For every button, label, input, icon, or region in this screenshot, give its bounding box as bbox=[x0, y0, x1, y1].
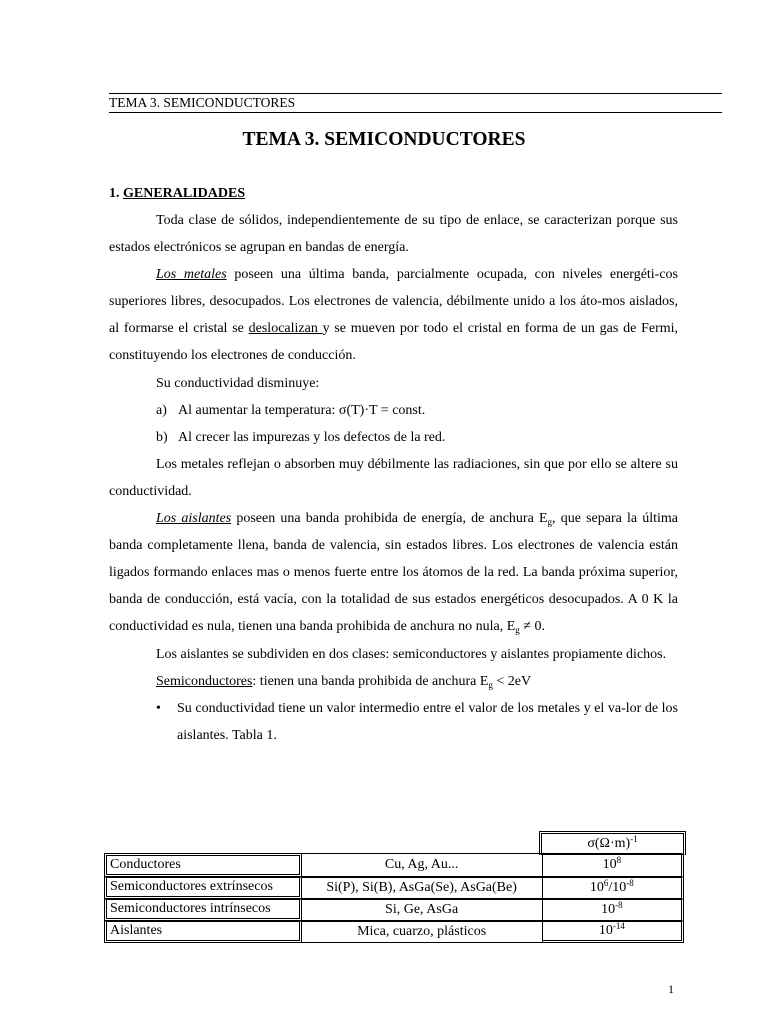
paragraph-semiconductores bbox=[109, 668, 678, 695]
conductivity-table-body bbox=[104, 853, 684, 943]
list-item-b-label: b) bbox=[156, 429, 168, 445]
term-metales: Los metales bbox=[156, 267, 227, 283]
section-heading bbox=[109, 184, 245, 204]
paragraph-aislantes-text-a: poseen una banda prohibida de energía, de anchura E bbox=[231, 511, 548, 527]
conductivity-exp: -14 bbox=[612, 921, 625, 931]
list-item-a-text: Al aumentar la temperatura: σ(T)·T = const. bbox=[178, 402, 426, 418]
table-cell-category: Aislantes bbox=[104, 921, 302, 943]
conductivity-base: 10 bbox=[601, 902, 616, 917]
conductivity-exp: -8 bbox=[615, 900, 623, 910]
section-number: 1. bbox=[109, 186, 120, 201]
term-semiconductores: Semiconductores bbox=[156, 673, 253, 689]
running-header-title: TEMA 3. SEMICONDUCTORES bbox=[109, 95, 296, 110]
table-cell-conductivity bbox=[543, 921, 684, 943]
table-row bbox=[104, 921, 684, 943]
table-cell-conductivity bbox=[543, 853, 684, 877]
list-item-b bbox=[109, 424, 678, 451]
paragraph-metales bbox=[109, 261, 678, 369]
paragraph-subdivision: Los aislantes se subdividen en dos clases: semiconductores y aislantes propiamente dichos. bbox=[156, 646, 667, 662]
conductivity-base: 10 bbox=[589, 880, 604, 895]
paragraph-metales-text-a: poseen una última banda, parcialmente ocupada, con niveles energéti-cos superiores libres, desocupados. Los electrones de valencia, débilmente unido a los áto-mos aislados, al formarse el cristal se bbox=[109, 267, 679, 337]
table-cell-conductivity bbox=[543, 899, 684, 921]
table-cell-conductivity bbox=[543, 877, 684, 899]
list-item-b-text: Al crecer las impurezas y los defectos de la red. bbox=[178, 429, 446, 445]
paragraph-semiconductores-text-b: < 2eV bbox=[492, 673, 532, 689]
sigma-header-exponent: -1 bbox=[630, 834, 638, 844]
paragraph-conductividad: Su conductividad disminuye: bbox=[156, 375, 320, 391]
table-row bbox=[104, 899, 684, 921]
sigma-column-header bbox=[539, 831, 686, 855]
paragraph-aislantes bbox=[109, 505, 678, 640]
paragraph-aislantes-text-c: ≠ 0. bbox=[519, 619, 545, 635]
table-cell-materials: Si, Ge, AsGa bbox=[302, 899, 543, 921]
conductivity-base2: /10 bbox=[608, 880, 627, 895]
table-cell-category: Semiconductores extrínsecos bbox=[104, 877, 302, 899]
bullet-item-text: Su conductividad tiene un valor intermedio entre el valor de los metales y el va-lor de los aislantes. Tabla 1. bbox=[177, 700, 678, 743]
running-header bbox=[109, 93, 722, 113]
table-cell-category: Conductores bbox=[104, 853, 302, 877]
list-item-a bbox=[109, 397, 678, 424]
bullet-item bbox=[109, 695, 678, 749]
table-row bbox=[104, 853, 684, 877]
table-cell-materials: Cu, Ag, Au... bbox=[302, 853, 543, 877]
paragraph-semiconductores-text-a: : tienen una banda prohibida de anchura E bbox=[252, 673, 489, 689]
sigma-header-text: σ(Ω·m) bbox=[587, 836, 631, 851]
paragraph-metales-text-b: y se mueven por todo el cristal en forma de un gas de Fermi, constituyendo los electrones de conducción. bbox=[109, 321, 679, 364]
page-number: 1 bbox=[668, 982, 674, 996]
bullet-icon: • bbox=[156, 700, 161, 716]
conductivity-exp: 6 bbox=[603, 878, 609, 888]
conductivity-exp: 8 bbox=[616, 855, 622, 865]
paragraph-aislantes-text-b: , que separa la última banda completamente llena, banda de valencia, sin estados libres. Los electrones de valencia están ligados formando enlaces mas o menos fuerte entre los átomos de la red. La banda próxima superior, banda de conducción, está vacía, con la totalidad de sus estados energéticos desocupados. A 0 K la conductividad es nula, tienen una banda prohibida de anchura no nula, E bbox=[109, 511, 679, 635]
page-title: TEMA 3. SEMICONDUCTORES bbox=[242, 129, 526, 150]
term-aislantes: Los aislantes bbox=[156, 511, 232, 527]
subscript-g: g bbox=[547, 517, 553, 528]
paragraph-radiaciones: Los metales reflejan o absorben muy débilmente las radiaciones, sin que por ello se altere su conductividad. bbox=[109, 456, 678, 499]
conductivity-base: 10 bbox=[598, 923, 613, 938]
paragraph-intro: Toda clase de sólidos, independientemente de su tipo de enlace, se caracterizan porque sus estados electrónicos se agrupan en bandas de energía. bbox=[109, 213, 678, 256]
subscript-g: g bbox=[515, 625, 520, 636]
table-cell-materials: Si(P), Si(B), AsGa(Se), AsGa(Be) bbox=[302, 877, 543, 899]
subscript-g: g bbox=[488, 679, 493, 690]
section-title: GENERALIDADES bbox=[123, 186, 246, 201]
term-deslocalizan: deslocalizan bbox=[248, 321, 323, 337]
table-cell-materials: Mica, cuarzo, plásticos bbox=[302, 921, 543, 943]
body-text bbox=[109, 207, 678, 749]
conductivity-base: 10 bbox=[602, 857, 617, 872]
conductivity-exp2: -8 bbox=[626, 878, 634, 888]
table-row bbox=[104, 877, 684, 899]
list-item-a-label: a) bbox=[156, 402, 167, 418]
table-cell-category: Semiconductores intrínsecos bbox=[104, 899, 302, 921]
